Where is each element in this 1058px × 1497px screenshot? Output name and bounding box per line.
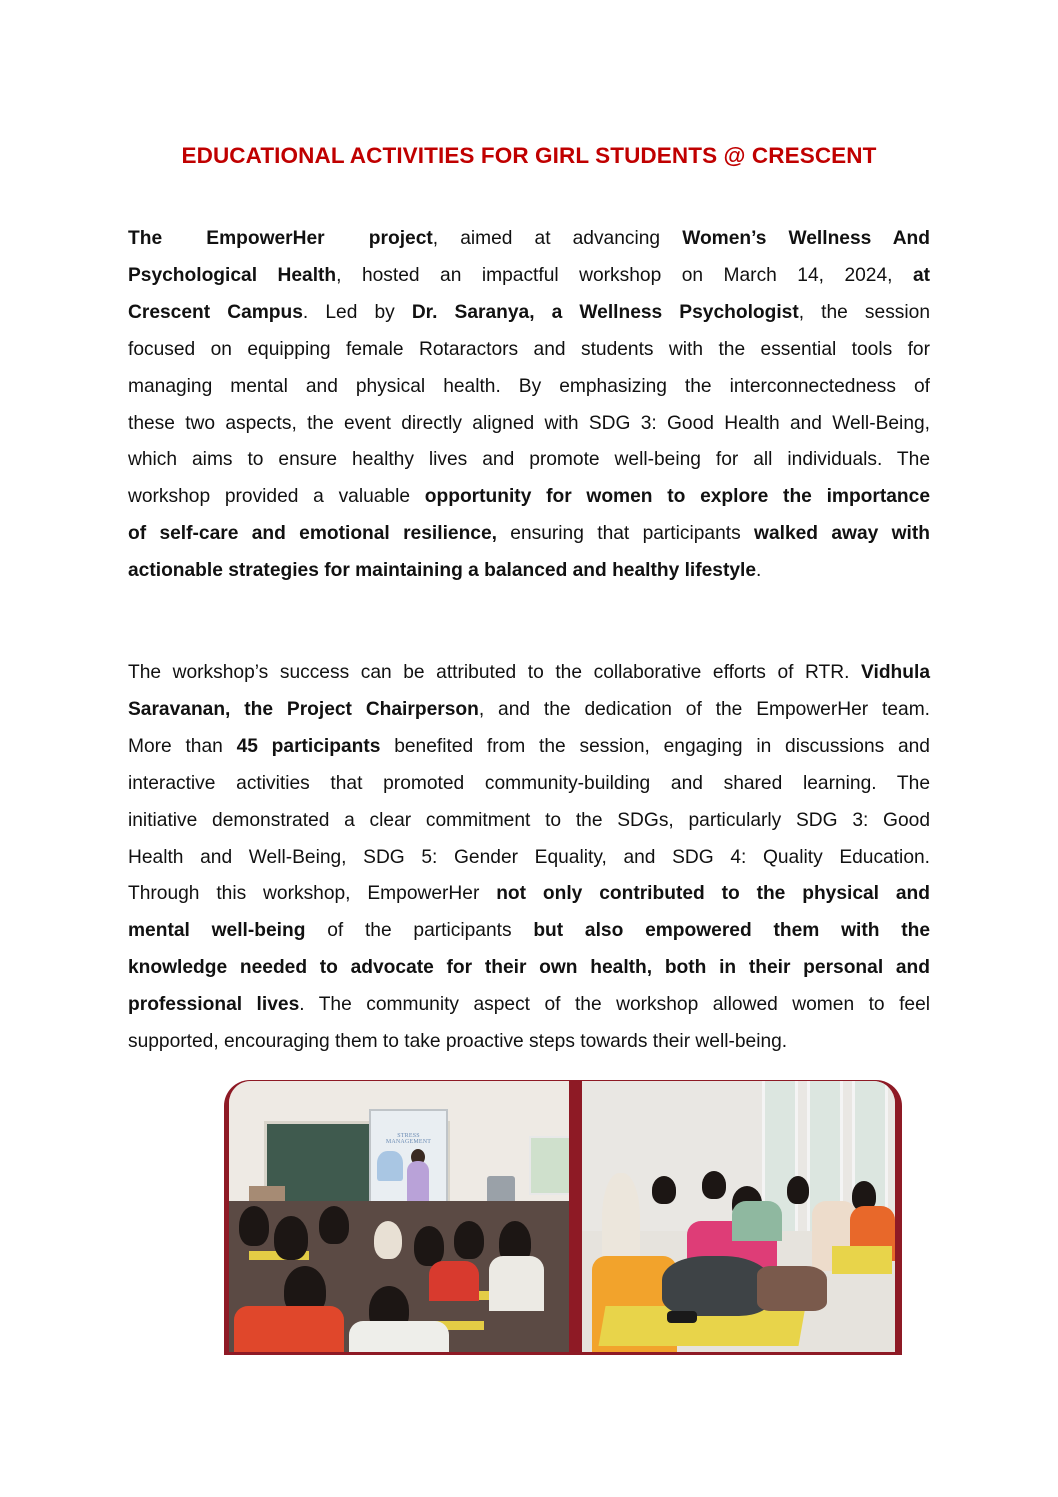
text-line bbox=[128, 876, 930, 913]
text-run: , aimed at advancing bbox=[432, 228, 683, 249]
text-run: . Led by bbox=[302, 301, 412, 323]
text-run: . The community aspect of the workshop allowed women to feel bbox=[299, 994, 931, 1016]
text-line bbox=[128, 406, 930, 443]
photo-collage bbox=[224, 1080, 902, 1355]
text-run: More than bbox=[128, 735, 237, 757]
text-run: supported, encouraging them to take proactive steps towards their well-being. bbox=[128, 1031, 788, 1053]
text-line bbox=[128, 516, 930, 553]
text-line bbox=[128, 913, 930, 950]
text-line bbox=[128, 729, 930, 766]
text-line bbox=[128, 692, 930, 729]
bold-text-run: at bbox=[912, 264, 931, 286]
text-run: The workshop’s success can be attributed to the collaborative efforts of RTR. bbox=[128, 662, 862, 683]
text-line bbox=[128, 766, 930, 803]
text-run: managing mental and physical health. By emphasizing the interconnectedness of bbox=[128, 375, 930, 397]
bold-text-run: Psychological Health bbox=[128, 264, 337, 286]
bold-text-run: but also empowered them with the bbox=[533, 920, 930, 942]
workshop-photo-presentation bbox=[229, 1081, 569, 1352]
bold-text-run: Dr. Saranya, a Wellness Psychologist bbox=[411, 301, 799, 323]
bold-text-run: The EmpowerHer project bbox=[128, 228, 433, 249]
slide-title: STRESS MANAGEMENT bbox=[385, 1133, 432, 1145]
bold-text-run: opportunity for women to explore the importance bbox=[424, 486, 930, 508]
text-line bbox=[128, 332, 930, 369]
text-line bbox=[128, 295, 930, 332]
bold-text-run: knowledge needed to advocate for their own health, both in their personal and bbox=[128, 957, 930, 979]
bold-text-run: professional lives bbox=[128, 994, 300, 1016]
text-line bbox=[128, 987, 930, 1024]
paragraph-empowerher-intro bbox=[128, 221, 930, 590]
text-line bbox=[128, 655, 930, 692]
bold-text-run: mental well-being bbox=[128, 920, 306, 942]
text-line bbox=[128, 950, 930, 987]
text-run: these two aspects, the event directly aligned with SDG 3: Good Health and Well-Being, bbox=[128, 412, 930, 434]
text-line bbox=[128, 221, 930, 258]
text-run: Health and Well-Being, SDG 5: Gender Equality, and SDG 4: Quality Education. bbox=[128, 846, 930, 868]
paragraph-workshop-success bbox=[128, 655, 930, 1061]
text-run: which aims to ensure healthy lives and promote well-being for all individuals. The bbox=[128, 449, 930, 471]
text-run: ensuring that participants bbox=[496, 523, 755, 545]
text-line bbox=[128, 803, 930, 840]
text-run: focused on equipping female Rotaractors and students with the essential tools for bbox=[128, 338, 930, 360]
text-run: Through this workshop, EmpowerHer bbox=[128, 883, 497, 905]
bold-text-run: actionable strategies for maintaining a balanced and healthy lifestyle bbox=[128, 560, 757, 582]
bold-text-run: Saravanan, the Project Chairperson bbox=[128, 698, 479, 720]
text-run: interactive activities that promoted community-building and shared learning. The bbox=[128, 772, 930, 794]
text-line bbox=[128, 369, 930, 406]
text-run: initiative demonstrated a clear commitment to the SDGs, particularly SDG 3: Good bbox=[128, 809, 930, 831]
text-run: workshop provided a valuable bbox=[128, 486, 425, 508]
bold-text-run: Crescent Campus bbox=[128, 301, 303, 323]
bold-text-run: 45 participants bbox=[236, 735, 381, 757]
text-line bbox=[128, 840, 930, 877]
text-run: , the session bbox=[798, 301, 930, 323]
text-line bbox=[128, 442, 930, 479]
text-run: of the participants bbox=[305, 920, 534, 942]
bold-text-run: Vidhula bbox=[861, 662, 930, 683]
text-line bbox=[128, 479, 930, 516]
bold-text-run: walked away with bbox=[754, 523, 930, 545]
text-run: . bbox=[756, 560, 762, 582]
text-run: , and the dedication of the EmpowerHer team. bbox=[478, 698, 931, 720]
text-line bbox=[128, 553, 930, 590]
bold-text-run: not only contributed to the physical and bbox=[496, 883, 930, 905]
text-run: , hosted an impactful workshop on March 14, 2024, bbox=[336, 264, 913, 286]
bold-text-run: Women’s Wellness And bbox=[682, 228, 930, 249]
page-title: EDUCATIONAL ACTIVITIES FOR GIRL STUDENTS @ CRESCENT bbox=[181, 143, 877, 169]
text-line bbox=[128, 258, 930, 295]
bold-text-run: of self-care and emotional resilience, bbox=[128, 523, 497, 545]
text-line bbox=[128, 1024, 930, 1061]
text-run: benefited from the session, engaging in discussions and bbox=[380, 735, 930, 757]
workshop-photo-activity bbox=[582, 1081, 895, 1352]
